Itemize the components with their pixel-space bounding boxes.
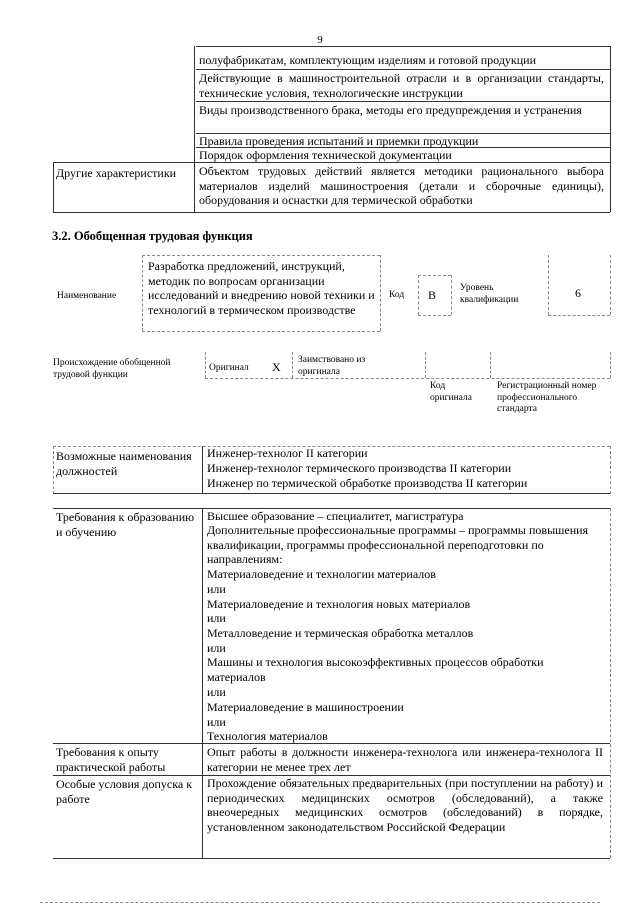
education-line-9: Машины и технология высокоэффективных процессов обработки материалов [207,655,544,684]
positions-label: Возможные наименования должностей [56,449,192,478]
education-or-1: или [207,582,226,596]
education-line-5: Материаловедение и технология новых материалов [207,597,471,611]
origin-label: Происхождение обобщенной трудовой функции [53,358,171,380]
position-3: Инженер по термической обработке производства II категории [207,476,528,490]
education-or-5: или [207,715,226,729]
function-name: Разработка предложений, инструкций, методик по вопросам организации исследований и внедрению новой техники и технологий в термическом производстве [148,259,375,317]
education-or-4: или [207,685,226,699]
position-1: Инженер-технолог II категории [207,446,368,460]
education-line-1: Высшее образование – специалитет, магистратура [207,509,464,523]
education-line-13: Технология материалов [207,729,328,743]
position-2: Инженер-технолог термического производства II категории [207,461,512,475]
level-label: Уровень квалификации [460,283,519,305]
experience-label: Требования к опыту практической работы [56,745,166,774]
education-line-2: Дополнительные профессиональные программы – программы повышения квалификации, программы профессиональной переподготовки по направлениям: [207,523,589,566]
section-heading: 3.2. Обобщенная трудовая функция [52,229,253,243]
reg-number-label: Регистрационный номер профессионального стандарта [497,381,597,414]
other-characteristics-label: Другие характеристики [56,166,177,180]
education-line-7: Металловедение и термическая обработка металлов [207,626,474,640]
code-label: Код [389,290,405,300]
education-line-11: Материаловедение в машиностроении [207,700,404,714]
code-original-label: Код оригинала [430,381,472,403]
knowledge-row-5: Порядок оформления технической документации [199,148,452,162]
page-number: 9 [317,34,323,46]
education-line-3: Материаловедение и технологии материалов [207,567,436,581]
special-conditions-label: Особые условия допуска к работе [56,777,193,806]
other-characteristics-text: Объектом трудовых действий является методики рационального выбора материалов изделий машиностроения (детали и сборочные единицы), оборудования и оснастки для термической обработки [199,164,604,207]
education-or-3: или [207,641,226,655]
knowledge-row-4: Правила проведения испытаний и приемки продукции [199,134,479,148]
education-or-2: или [207,611,226,625]
knowledge-row-3: Виды производственного брака, методы его предупреждения и устранения [199,103,582,117]
knowledge-row-1: полуфабрикатам, комплектующим изделиям и готовой продукции [199,53,537,67]
code-value: В [428,288,437,302]
original-mark: X [272,360,281,374]
name-label: Наименование [57,291,117,301]
original-label: Оригинал [209,363,249,373]
borrowed-label: Заимствовано из оригинала [298,355,366,377]
education-label: Требования к образованию и обучению [56,510,195,539]
special-conditions-text: Прохождение обязательных предварительных (при поступлении на работу) и периодических медицинских осмотров (обследований), а также внеочередных медицинских осмотров (обследований) в порядке, установленном законодательством Российской Федерации [207,776,603,834]
knowledge-row-2: Действующие в машиностроительной отрасли и в организации стандарты, технические условия, технологические инструкции [199,71,604,100]
level-value: 6 [575,286,581,300]
experience-text: Опыт работы в должности инженера-технолога или инженера-технолога II категории не менее трех лет [207,745,603,774]
